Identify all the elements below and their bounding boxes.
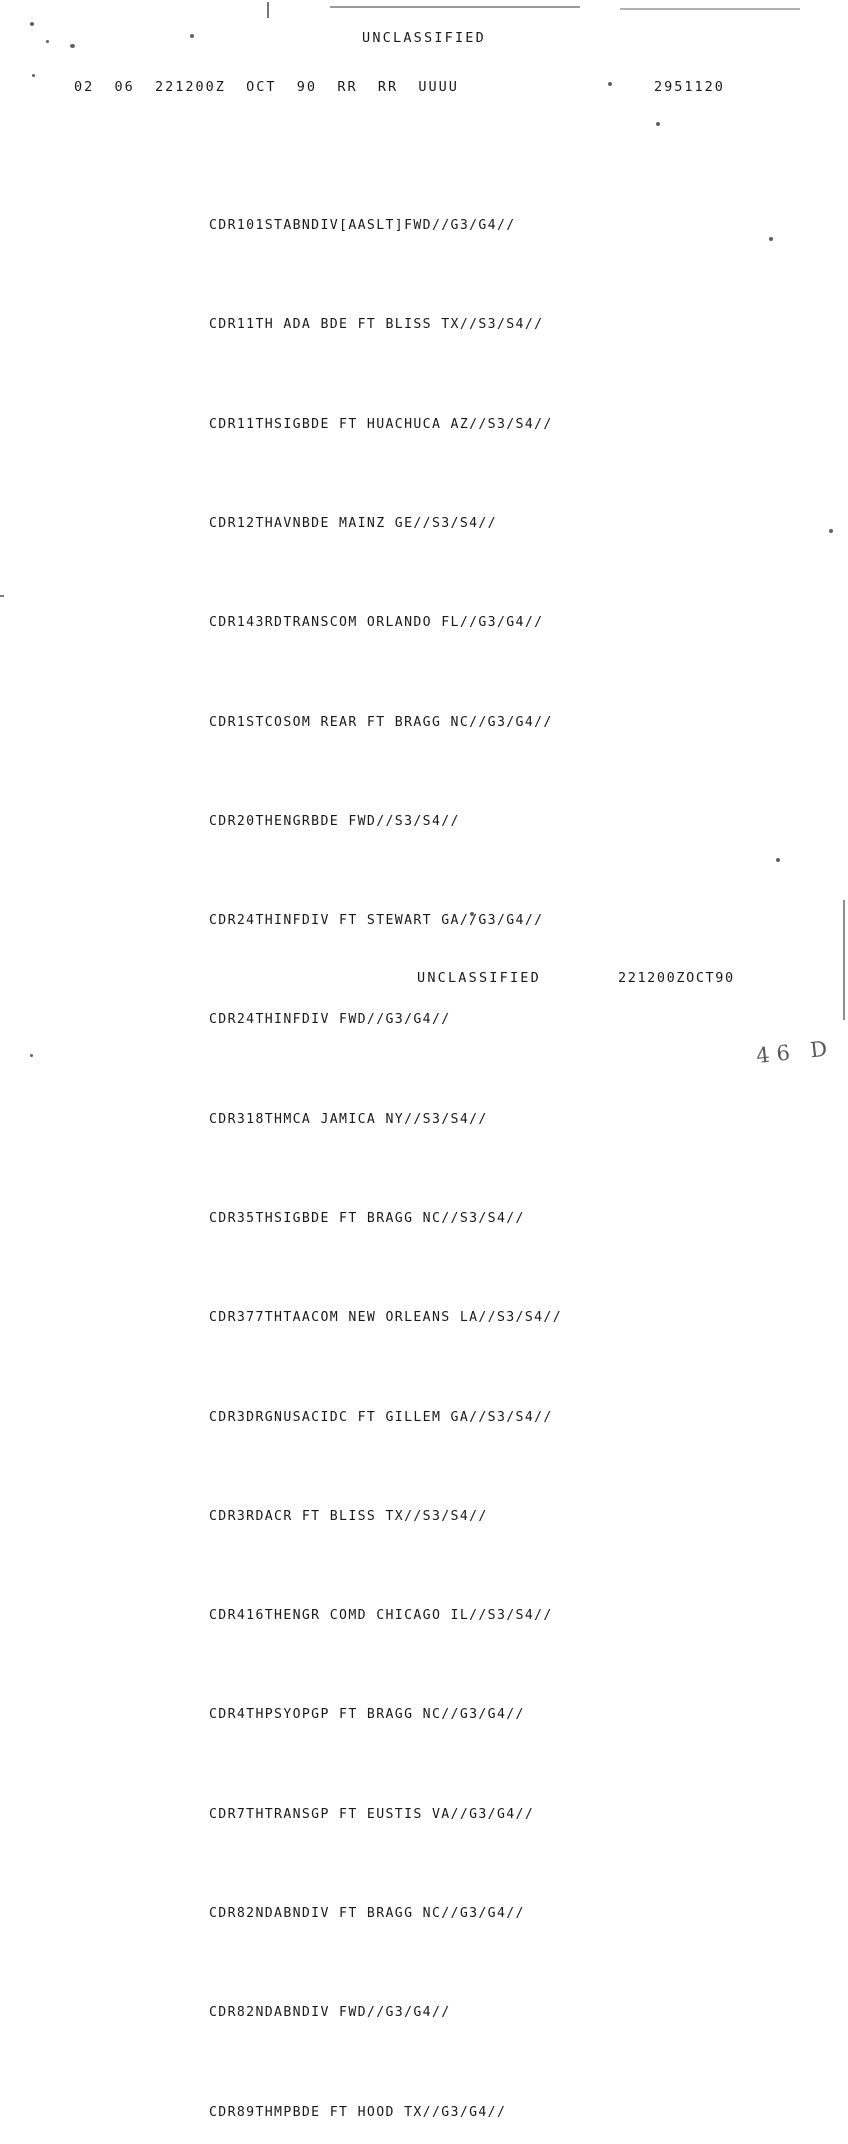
addressee-line: CDR82NDABNDIV FT BRAGG NC//G3/G4// — [209, 1905, 525, 1921]
addressee-line: CDR24THINFDIV FT STEWART GA//G3/G4// — [209, 913, 544, 929]
scan-artifact-top-rule-right — [620, 8, 800, 10]
addressee-line: CDR4THPSYOPGP FT BRAGG NC//G3/G4// — [209, 1707, 525, 1723]
addressee-line: CDR82NDABNDIV FWD//G3/G4// — [209, 2005, 451, 2021]
classification-banner-bottom: UNCLASSIFIED — [417, 970, 541, 986]
addressee-line: CDR89THMPBDE FT HOOD TX//G3/G4// — [209, 2104, 507, 2120]
scan-speck — [829, 529, 833, 533]
addressee-line: CDR101STABNDIV[AASLT]FWD//G3/G4// — [209, 218, 516, 234]
scan-artifact-right-edge — [843, 900, 845, 1020]
scan-speck — [656, 122, 660, 126]
addressee-line: CDR3RDACR FT BLISS TX//S3/S4// — [209, 1508, 488, 1524]
addressee-line: CDR12THAVNBDE MAINZ GE//S3/S4// — [209, 516, 497, 532]
message-serial-number: 2951120 — [654, 79, 725, 95]
scan-speck — [32, 74, 35, 77]
addressee-list — [209, 143, 562, 2144]
addressee-line: CDR20THENGRBDE FWD//S3/S4// — [209, 813, 460, 829]
addressee-line: CDR1STCOSOM REAR FT BRAGG NC//G3/G4// — [209, 714, 553, 730]
addressee-line: CDR11THSIGBDE FT HUACHUCA AZ//S3/S4// — [209, 416, 553, 432]
scan-speck — [30, 22, 34, 26]
addressee-line: CDR377THTAACOM NEW ORLEANS LA//S3/S4// — [209, 1310, 563, 1326]
addressee-line: CDR35THSIGBDE FT BRAGG NC//S3/S4// — [209, 1211, 525, 1226]
scan-artifact-top-tick — [267, 2, 269, 18]
addressee-line: CDR7THTRANSGP FT EUSTIS VA//G3/G4// — [209, 1806, 535, 1822]
scan-speck — [776, 858, 780, 862]
addressee-line: CDR143RDTRANSCOM ORLANDO FL//G3/G4// — [209, 615, 544, 631]
addressee-line: CDR416THENGR COMD CHICAGO IL//S3/S4// — [209, 1608, 553, 1624]
scan-artifact-left-edge — [0, 595, 4, 597]
addressee-line: CDR3DRGNUSACIDC FT GILLEM GA//S3/S4// — [209, 1409, 553, 1425]
scan-artifact-top-rule — [330, 6, 580, 8]
classification-banner-top: UNCLASSIFIED — [362, 30, 486, 46]
addressee-line: CDR24THINFDIV FWD//G3/G4// — [209, 1012, 451, 1028]
footer-date-time-group: 221200ZOCT90 — [618, 970, 735, 986]
addressee-line: CDR11TH ADA BDE FT BLISS TX//S3/S4// — [209, 317, 544, 333]
scan-speck — [769, 237, 773, 241]
message-header-line: 02 06 221200Z OCT 90 RR RR UUUU — [74, 79, 459, 95]
scan-speck — [30, 1054, 33, 1057]
handwritten-page-mark: 46 D — [754, 1035, 836, 1069]
scan-speck — [608, 82, 612, 86]
addressee-line: CDR318THMCA JAMICA NY//S3/S4// — [209, 1111, 488, 1127]
